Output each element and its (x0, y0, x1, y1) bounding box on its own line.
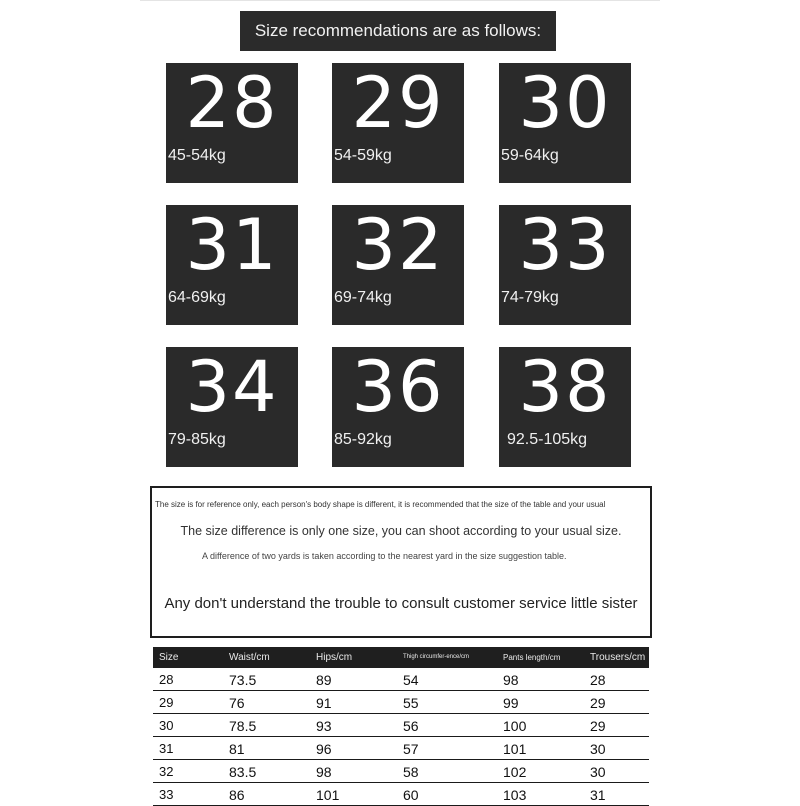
weight-range: 92.5-105kg (507, 431, 588, 448)
weight-range: 64-69kg (168, 289, 226, 306)
cell-trousers: 31 (590, 787, 606, 803)
size-tile (499, 205, 631, 325)
size-number: 30 (518, 62, 612, 144)
weight-range: 59-64kg (501, 147, 559, 164)
size-number: 31 (185, 204, 279, 286)
cell-pants-length: 100 (503, 718, 527, 734)
size-number: 28 (185, 62, 279, 144)
cell-trousers: 30 (590, 741, 606, 757)
size-tile (166, 63, 298, 183)
size-tile (166, 205, 298, 325)
cell-waist: 83.5 (229, 764, 257, 780)
size-tile (332, 347, 464, 467)
header-hips: Hips/cm (316, 652, 353, 663)
size-tile (499, 63, 631, 183)
cell-pants-length: 103 (503, 787, 527, 803)
table-row (153, 691, 649, 714)
cell-pants-length: 101 (503, 741, 527, 757)
table-row (153, 737, 649, 760)
size-number: 32 (351, 204, 445, 286)
note-reference: The size is for reference only, each person's body shape is different, it is recommended that the size of the table and your usual (155, 500, 606, 509)
cell-size: 28 (159, 672, 174, 687)
cell-thigh: 54 (403, 672, 419, 688)
cell-trousers: 29 (590, 695, 606, 711)
size-tile (332, 205, 464, 325)
cell-size: 29 (159, 695, 174, 710)
header-thigh: Thigh circumfer-ence/cm (403, 654, 470, 660)
weight-range: 74-79kg (501, 289, 559, 306)
size-notes-box (150, 486, 652, 638)
cell-pants-length: 102 (503, 764, 527, 780)
weight-range: 54-59kg (334, 147, 392, 164)
cell-trousers: 29 (590, 718, 606, 734)
table-row (153, 668, 649, 691)
cell-thigh: 58 (403, 764, 419, 780)
cell-hips: 89 (316, 672, 332, 688)
cell-size: 33 (159, 787, 174, 802)
cell-thigh: 57 (403, 741, 419, 757)
cell-waist: 73.5 (229, 672, 257, 688)
table-row (153, 714, 649, 737)
cell-waist: 86 (229, 787, 245, 803)
table-row (153, 760, 649, 783)
weight-range: 69-74kg (334, 289, 392, 306)
cell-pants-length: 99 (503, 695, 519, 711)
cell-size: 31 (159, 741, 174, 756)
header-pants-length: Pants length/cm (503, 653, 561, 662)
header-size: Size (159, 652, 179, 663)
cell-waist: 81 (229, 741, 245, 757)
note-customer-service: Any don't understand the trouble to consult customer service little sister (164, 595, 638, 612)
size-chart-table (153, 647, 649, 806)
cell-hips: 93 (316, 718, 332, 734)
size-number: 38 (518, 346, 612, 428)
size-tile (499, 347, 631, 467)
note-two-yards: A difference of two yards is taken according to the nearest yard in the size suggestion table. (202, 551, 567, 561)
header-waist: Waist/cm (229, 652, 270, 663)
size-number: 36 (351, 346, 445, 428)
cell-hips: 98 (316, 764, 332, 780)
cell-thigh: 55 (403, 695, 419, 711)
cell-size: 32 (159, 764, 174, 779)
cell-pants-length: 98 (503, 672, 519, 688)
cell-thigh: 56 (403, 718, 419, 734)
size-tile (332, 63, 464, 183)
weight-range: 79-85kg (168, 431, 226, 448)
cell-size: 30 (159, 718, 174, 733)
size-number: 33 (518, 204, 612, 286)
size-number: 29 (351, 62, 445, 144)
cell-hips: 101 (316, 787, 340, 803)
cell-thigh: 60 (403, 787, 419, 803)
table-row (153, 783, 649, 806)
note-size-difference: The size difference is only one size, you can shoot according to your usual size. (180, 524, 622, 538)
table-header (153, 647, 649, 668)
cell-hips: 91 (316, 695, 332, 711)
cell-waist: 78.5 (229, 718, 257, 734)
weight-range: 85-92kg (334, 431, 392, 448)
size-number: 34 (185, 346, 279, 428)
cell-hips: 96 (316, 741, 332, 757)
cell-trousers: 28 (590, 672, 606, 688)
header-trousers: Trousers/cm (590, 652, 646, 663)
cell-waist: 76 (229, 695, 245, 711)
cell-trousers: 30 (590, 764, 606, 780)
size-banner: Size recommendations are as follows: (240, 11, 556, 51)
weight-range: 45-54kg (168, 147, 226, 164)
size-tile (166, 347, 298, 467)
